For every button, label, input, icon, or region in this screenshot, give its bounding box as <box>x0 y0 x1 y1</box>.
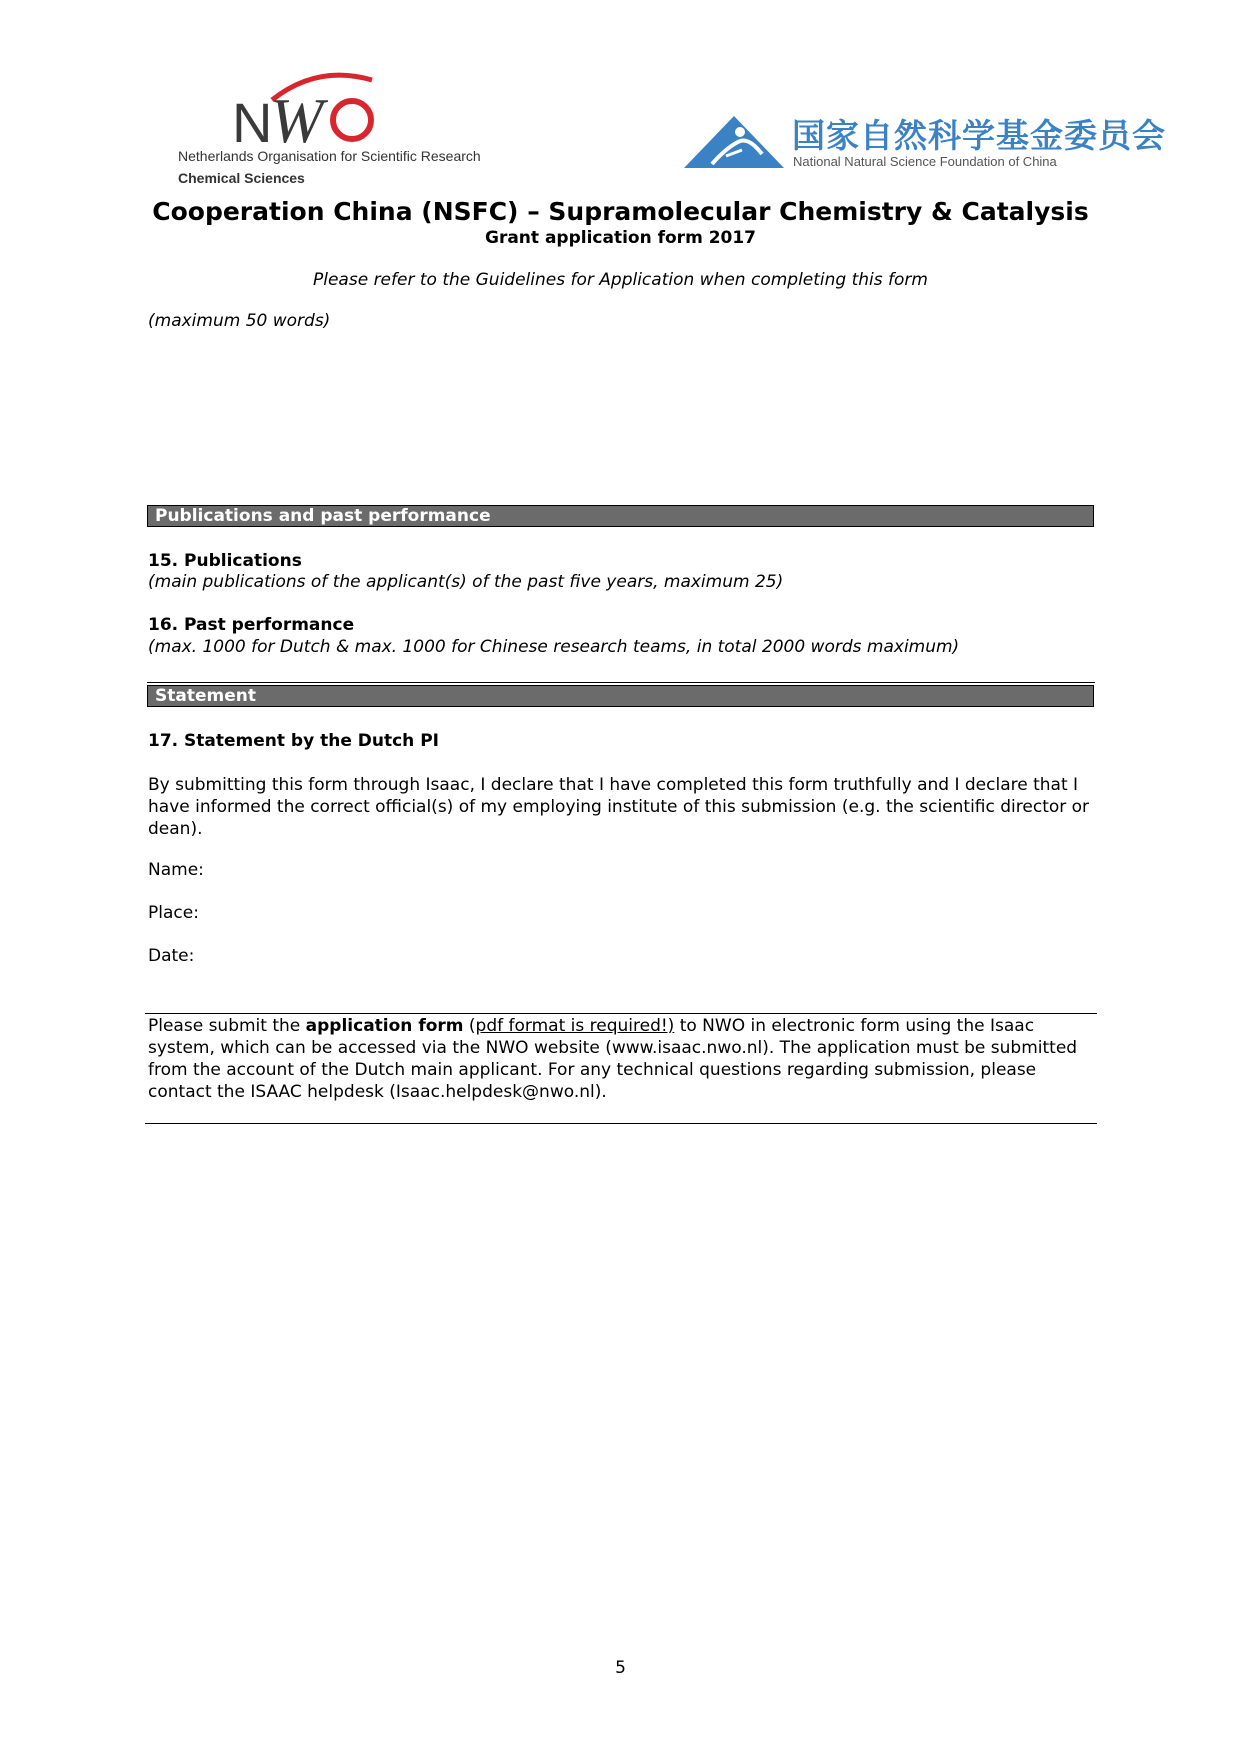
submission-note-part3: to NWO in electronic form using the Isaac system, which can be accessed via the NWO website (www.isaac.nwo.nl). The application must be submitted from the account of the Dutch main applicant. For any technical questions regarding submission, please contact the ISAAC helpdesk (Isaac.helpdesk@nwo.nl). <box>148 1016 1078 1102</box>
submission-note-bold: application form <box>305 1016 464 1036</box>
question-15-hint: (main publications of the applicant(s) of the past five years, maximum 25) <box>148 572 784 592</box>
nwo-organisation-name: Netherlands Organisation for Scientific Research <box>178 148 481 164</box>
page-subtitle: Grant application form 2017 <box>484 228 757 248</box>
nwo-logo-mark <box>232 70 432 152</box>
nwo-division-name: Chemical Sciences <box>178 170 305 186</box>
word-limit-hint: (maximum 50 words) <box>148 311 331 331</box>
date-label: Date: <box>148 946 195 966</box>
nwo-mark-w: W <box>270 85 324 152</box>
submission-top-rule <box>145 1013 1097 1014</box>
page-number: 5 <box>615 1658 626 1678</box>
submission-note-part1: Please submit the <box>148 1016 306 1036</box>
submission-bottom-rule <box>145 1123 1097 1124</box>
section-header-publications: Publications and past performance <box>147 505 1094 527</box>
question-16-title: 16. Past performance <box>148 615 355 635</box>
place-label: Place: <box>148 903 199 923</box>
submission-note-part2: ( <box>463 1016 476 1036</box>
question-15-title: 15. Publications <box>148 551 302 571</box>
nwo-logo <box>178 70 518 190</box>
nsfc-emblem-icon <box>682 114 786 170</box>
guidelines-note: Please refer to the Guidelines for Application when completing this form <box>313 270 928 290</box>
question-16-hint: (max. 1000 for Dutch & max. 1000 for Chinese research teams, in total 2000 words maximum) <box>148 637 960 657</box>
nsfc-name-chinese: 国家自然科学基金委员会 <box>792 116 1166 155</box>
submission-note <box>148 1015 1088 1103</box>
nsfc-name-english: National Natural Science Foundation of China <box>793 154 1057 169</box>
nwo-mark-n: N <box>232 91 273 152</box>
name-label: Name: <box>148 860 204 880</box>
declaration-text: By submitting this form through Isaac, I declare that I have completed this form truthfully and I declare that I have informed the correct official(s) of my employing institute of this submission (e.g. the scientific director or dean). <box>148 775 1090 839</box>
question-17-title: 17. Statement by the Dutch PI <box>148 731 439 751</box>
submission-note-underlined: pdf format is required!) <box>475 1016 675 1036</box>
section-divider <box>147 682 1095 683</box>
section-header-statement: Statement <box>147 685 1094 707</box>
nsfc-logo <box>682 110 1166 174</box>
page-title: Cooperation China (NSFC) – Supramolecular Chemistry & Catalysis <box>152 197 1089 226</box>
